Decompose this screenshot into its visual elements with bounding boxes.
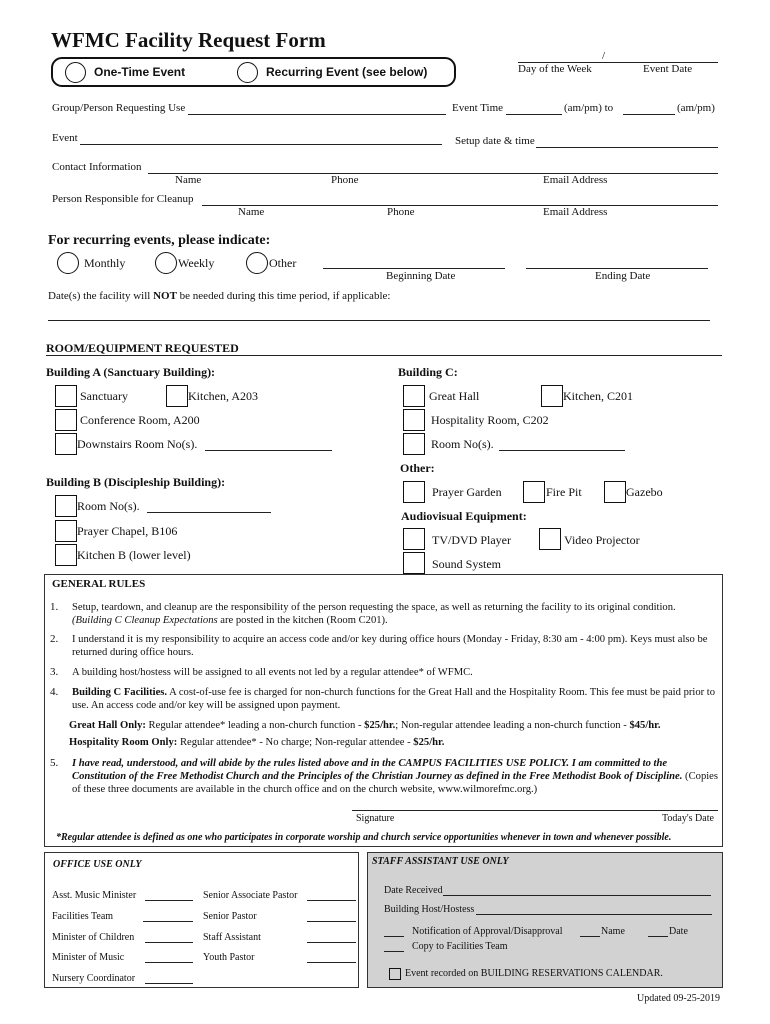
rule-3-number: 3. (50, 666, 59, 678)
building-a-heading: Building A (Sanctuary Building): (46, 365, 216, 379)
rule-1-number: 1. (50, 601, 59, 613)
av-heading: Audiovisual Equipment: (401, 509, 527, 523)
building-c-heading: Building C: (398, 365, 458, 379)
contact-label: Contact Information (52, 161, 142, 173)
notification-field[interactable] (384, 936, 404, 937)
recurring-label: Recurring Event (see below) (266, 65, 428, 79)
date-received-field[interactable] (443, 895, 711, 896)
nursery-label: Nursery Coordinator (52, 973, 136, 984)
great-hall-checkbox[interactable] (403, 385, 425, 407)
other-label: Other (269, 256, 297, 270)
calendar-label: Event recorded on BUILDING RESERVATIONS CALENDAR. (405, 968, 663, 979)
one-time-label: One-Time Event (94, 65, 186, 79)
sound-system-checkbox[interactable] (403, 552, 425, 574)
gazebo-checkbox[interactable] (604, 481, 626, 503)
children-field[interactable] (145, 942, 193, 943)
contact-name-caption: Name (175, 174, 202, 186)
kitchen-c201-checkbox[interactable] (541, 385, 563, 407)
music-field[interactable] (145, 962, 193, 963)
nursery-field[interactable] (145, 983, 193, 984)
notify-name-label: Name (601, 926, 625, 937)
group-label: Group/Person Requesting Use (52, 102, 186, 114)
room-nos-c-field[interactable] (499, 450, 625, 451)
kitchen-c201-label: Kitchen, C201 (563, 389, 633, 403)
conference-checkbox[interactable] (55, 409, 77, 431)
ending-date-caption: Ending Date (595, 270, 651, 282)
asst-music-field[interactable] (145, 900, 193, 901)
signature-caption: Signature (356, 813, 395, 824)
cleanup-field[interactable] (202, 205, 718, 206)
tv-dvd-checkbox[interactable] (403, 528, 425, 550)
not-needed-field[interactable] (48, 320, 710, 321)
copy-field[interactable] (384, 951, 404, 952)
conference-label: Conference Room, A200 (80, 413, 200, 427)
calendar-checkbox[interactable] (389, 968, 401, 980)
notification-label: Notification of Approval/Disapproval (412, 926, 563, 937)
rule-4-number: 4. (50, 686, 59, 698)
senior-assoc-label: Senior Associate Pastor (203, 890, 298, 901)
senior-pastor-field[interactable] (307, 921, 356, 922)
fire-pit-checkbox[interactable] (523, 481, 545, 503)
ampm-label: (am/pm) (677, 102, 715, 114)
fire-pit-label: Fire Pit (546, 485, 582, 499)
rooms-divider (46, 355, 722, 356)
senior-assoc-field[interactable] (307, 900, 356, 901)
building-b-heading: Building B (Discipleship Building): (46, 475, 226, 489)
recurring-heading: For recurring events, please indicate: (48, 233, 271, 248)
group-field[interactable] (188, 114, 446, 115)
rule-4: Building C Facilities. A cost-of-use fee is charged for non-church functions for the Great Hall and the Hospitality Room. This fee must be paid prior to use. An access code and/or key will be assigned upon payment. (72, 687, 716, 711)
weekly-label: Weekly (178, 256, 215, 270)
host-label: Building Host/Hostess (384, 904, 475, 915)
ampm-to-label: (am/pm) to (564, 102, 614, 114)
notify-date-field[interactable] (648, 936, 668, 937)
great-hall-label: Great Hall (429, 389, 480, 403)
music-label: Minister of Music (52, 952, 125, 963)
updated-date: Updated 09-25-2019 (637, 993, 721, 1004)
prayer-garden-checkbox[interactable] (403, 481, 425, 503)
children-label: Minister of Children (52, 932, 135, 943)
contact-email-caption: Email Address (543, 174, 608, 186)
facilities-field[interactable] (143, 921, 193, 922)
rule-5-number: 5. (50, 757, 59, 769)
rule-2: I understand it is my responsibility to acquire an access code and/or key during office hours (Monday - Friday, 8:30 am - 4:00 pm). Keys must also be returned during office hours. (72, 634, 708, 658)
rule-5: I have read, understood, and will abide by the rules listed above and in the CAMPUS FACILITIES USE POLICY. I am committed to the Constitution of the Free Methodist Church and the Principles of the Christian Journey as defined in the Free Methodist Book of Discipline. (Copies of these three documents are available in the church office and on the church website, www.wilmorefmc.org.) (72, 758, 719, 795)
kitchen-b-checkbox[interactable] (55, 544, 77, 566)
gazebo-label: Gazebo (626, 485, 663, 499)
notify-name-field[interactable] (580, 936, 600, 937)
downstairs-label: Downstairs Room No(s). (77, 437, 198, 451)
copy-label: Copy to Facilities Team (412, 941, 508, 952)
office-heading: OFFICE USE ONLY (53, 859, 142, 870)
rule-2-number: 2. (50, 633, 59, 645)
contact-field[interactable] (148, 173, 718, 174)
room-nos-b-field[interactable] (147, 512, 271, 513)
kitchen-a203-checkbox[interactable] (166, 385, 188, 407)
cleanup-email-caption: Email Address (543, 206, 608, 218)
beginning-date-field[interactable] (323, 268, 505, 269)
video-projector-checkbox[interactable] (539, 528, 561, 550)
video-projector-label: Video Projector (564, 533, 640, 547)
room-nos-b-label: Room No(s). (77, 499, 140, 513)
facilities-label: Facilities Team (52, 911, 114, 922)
end-time-field[interactable] (623, 114, 675, 115)
room-nos-c-label: Room No(s). (431, 437, 494, 451)
cleanup-phone-caption: Phone (387, 206, 415, 218)
start-time-field[interactable] (506, 114, 562, 115)
other-heading: Other: (400, 461, 435, 475)
great-hall-fees: Great Hall Only: Regular attendee* leading a non-church function - $25/hr.; Non-regular attendee leading a non-church function - $45/hr. (69, 720, 661, 731)
hospitality-checkbox[interactable] (403, 409, 425, 431)
event-label: Event (52, 132, 78, 144)
prayer-chapel-label: Prayer Chapel, B106 (77, 524, 178, 538)
sanctuary-label: Sanctuary (80, 389, 128, 403)
prayer-chapel-checkbox[interactable] (55, 520, 77, 542)
monthly-label: Monthly (84, 256, 126, 270)
rules-heading: GENERAL RULES (52, 578, 146, 590)
youth-label: Youth Pastor (203, 952, 255, 963)
rule-3: A building host/hostess will be assigned to all events not led by a regular attendee* of WFMC. (72, 667, 473, 678)
event-field[interactable] (80, 144, 442, 145)
date-slash: / (602, 50, 606, 62)
youth-field[interactable] (307, 962, 356, 963)
monthly-radio[interactable] (57, 252, 79, 274)
one-time-radio[interactable] (65, 62, 86, 83)
contact-phone-caption: Phone (331, 174, 359, 186)
prayer-garden-label: Prayer Garden (432, 485, 502, 499)
senior-pastor-label: Senior Pastor (203, 911, 257, 922)
room-nos-c-checkbox[interactable] (403, 433, 425, 455)
date-received-label: Date Received (384, 885, 443, 896)
day-of-week-label: Day of the Week (518, 63, 592, 75)
cleanup-name-caption: Name (238, 206, 265, 218)
downstairs-field[interactable] (205, 450, 332, 451)
kitchen-a203-label: Kitchen, A203 (188, 389, 258, 403)
rule-1: Setup, teardown, and cleanup are the responsibility of the person requesting the space, as well as returning the facility to its original condition. (Building C Cleanup Expectations are posted in the kitchen (Room C201). (72, 602, 676, 626)
tv-dvd-label: TV/DVD Player (432, 533, 511, 547)
todays-date-caption: Today's Date (662, 813, 714, 824)
room-nos-b-checkbox[interactable] (55, 495, 77, 517)
asst-music-label: Asst. Music Minister (52, 890, 137, 901)
hospitality-label: Hospitality Room, C202 (431, 413, 549, 427)
setup-label: Setup date & time (455, 135, 535, 147)
hospitality-fees: Hospitality Room Only: Regular attendee* - No charge; Non-regular attendee - $25/hr. (69, 737, 445, 748)
downstairs-checkbox[interactable] (55, 433, 77, 455)
setup-field[interactable] (536, 147, 718, 148)
recurring-radio[interactable] (237, 62, 258, 83)
sanctuary-checkbox[interactable] (55, 385, 77, 407)
regular-attendee-footnote: *Regular attendee is defined as one who participates in corporate worship and church service opportunities whenever in town and whenever possible. (56, 832, 672, 843)
form-title: WFMC Facility Request Form (51, 28, 326, 52)
rooms-heading: ROOM/EQUIPMENT REQUESTED (46, 341, 239, 355)
weekly-radio[interactable] (155, 252, 177, 274)
other-radio[interactable] (246, 252, 268, 274)
host-field[interactable] (476, 914, 712, 915)
notify-date-label: Date (669, 926, 688, 937)
event-date-label: Event Date (643, 63, 693, 75)
ending-date-field[interactable] (526, 268, 708, 269)
staff-asst-label: Staff Assistant (203, 932, 261, 943)
not-needed-label: Date(s) the facility will NOT be needed during this time period, if applicable: (48, 290, 391, 302)
kitchen-b-label: Kitchen B (lower level) (77, 548, 191, 562)
event-time-label: Event Time (452, 102, 504, 114)
staff-asst-field[interactable] (307, 942, 356, 943)
signature-field[interactable] (352, 810, 718, 811)
sound-system-label: Sound System (432, 557, 502, 571)
beginning-date-caption: Beginning Date (386, 270, 456, 282)
cleanup-label: Person Responsible for Cleanup (52, 193, 194, 205)
staff-heading: STAFF ASSISTANT USE ONLY (372, 856, 509, 867)
